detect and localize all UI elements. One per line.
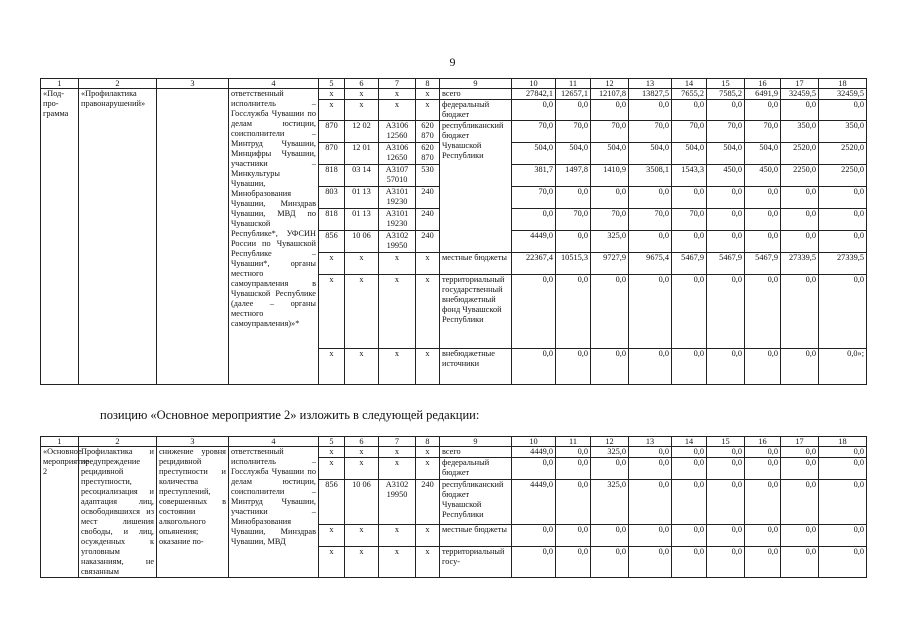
cell-section: х <box>345 100 379 121</box>
cell-amount: 325,0 <box>591 479 629 524</box>
cell-expense-group: х <box>416 458 440 479</box>
cell-amount: 27842,1 <box>512 89 556 100</box>
cell-funding-source: федеральный бюджет <box>440 100 512 121</box>
column-number: 5 <box>319 437 345 447</box>
cell-target-article: А3101 19230 <box>379 187 416 209</box>
cell-grbs: х <box>319 547 345 578</box>
cell-amount: 70,0 <box>591 121 629 143</box>
cell-section: х <box>345 458 379 479</box>
cell-amount: 70,0 <box>629 121 672 143</box>
cell-target-article: х <box>379 253 416 275</box>
cell-amount: 0,0 <box>707 547 745 578</box>
cell-amount: 0,0 <box>745 524 781 547</box>
cell-expense-group: 240 <box>416 187 440 209</box>
cell-target-article: х <box>379 547 416 578</box>
cell-grbs: х <box>319 349 345 385</box>
column-number: 14 <box>672 437 707 447</box>
cell-amount: 0,0 <box>745 100 781 121</box>
cell-amount: 9675,4 <box>629 253 672 275</box>
cell-amount: 0,0 <box>781 209 819 231</box>
column-number: 12 <box>591 79 629 89</box>
cell-target-article: А3107 57010 <box>379 165 416 187</box>
cell-amount: 7585,2 <box>707 89 745 100</box>
cell-amount: 0,0 <box>629 458 672 479</box>
cell-amount: 0,0 <box>672 100 707 121</box>
cell-amount: 0,0 <box>672 479 707 524</box>
cell-amount: 4449,0 <box>512 231 556 253</box>
cell-amount: 504,0 <box>591 143 629 165</box>
cell-funding-source: местные бюджеты <box>440 253 512 275</box>
cell-amount: 0,0 <box>556 231 591 253</box>
column-number: 15 <box>707 79 745 89</box>
column-number: 6 <box>345 79 379 89</box>
cell-amount: 0,0 <box>745 447 781 458</box>
cell-amount: 0,0 <box>556 100 591 121</box>
cell-grbs: х <box>319 253 345 275</box>
cell-funding-source: местные бюджеты <box>440 524 512 547</box>
cell-amount: 0,0»; <box>819 349 867 385</box>
cell-grbs: х <box>319 89 345 100</box>
cell-amount: 0,0 <box>591 349 629 385</box>
cell-amount: 0,0 <box>556 458 591 479</box>
cell-section: 12 02 <box>345 121 379 143</box>
column-number: 16 <box>745 79 781 89</box>
cell-amount: 0,0 <box>707 524 745 547</box>
cell-target-article: х <box>379 89 416 100</box>
cell-section: х <box>345 524 379 547</box>
cell-funding-source: территориальный государственный внебюджетный фонд Чувашской Республики <box>440 275 512 349</box>
cell-category: «Под-про-грамма <box>41 89 79 385</box>
cell-amount: 0,0 <box>556 447 591 458</box>
cell-amount: 0,0 <box>591 547 629 578</box>
budget-table-main-activity <box>40 436 867 578</box>
column-number: 6 <box>345 437 379 447</box>
cell-amount: 0,0 <box>707 187 745 209</box>
cell-section: 12 01 <box>345 143 379 165</box>
cell-amount: 5467,9 <box>707 253 745 275</box>
cell-amount: 6491,9 <box>745 89 781 100</box>
cell-target-article: х <box>379 447 416 458</box>
cell-amount: 7655,2 <box>672 89 707 100</box>
cell-amount: 450,0 <box>745 165 781 187</box>
cell-amount: 0,0 <box>819 458 867 479</box>
cell-amount: 0,0 <box>745 349 781 385</box>
cell-expense-group: х <box>416 89 440 100</box>
cell-amount: 70,0 <box>591 209 629 231</box>
cell-amount: 0,0 <box>707 100 745 121</box>
cell-amount: 12657,1 <box>556 89 591 100</box>
cell-amount: 0,0 <box>672 524 707 547</box>
cell-amount: 2520,0 <box>819 143 867 165</box>
cell-amount: 0,0 <box>512 547 556 578</box>
cell-amount: 0,0 <box>629 187 672 209</box>
cell-target-article: х <box>379 524 416 547</box>
cell-amount: 70,0 <box>672 121 707 143</box>
column-number: 9 <box>440 437 512 447</box>
cell-amount: 0,0 <box>629 547 672 578</box>
cell-amount: 325,0 <box>591 231 629 253</box>
column-number: 8 <box>416 437 440 447</box>
cell-amount: 0,0 <box>819 209 867 231</box>
column-number: 15 <box>707 437 745 447</box>
cell-section: х <box>345 275 379 349</box>
column-number: 13 <box>629 79 672 89</box>
cell-amount: 0,0 <box>745 275 781 349</box>
cell-expense-group: х <box>416 275 440 349</box>
cell-target-article: х <box>379 275 416 349</box>
cell-grbs: х <box>319 100 345 121</box>
cell-target-article: х <box>379 349 416 385</box>
cell-amount: 0,0 <box>781 524 819 547</box>
cell-target-article: А3101 19230 <box>379 209 416 231</box>
cell-grbs: 818 <box>319 209 345 231</box>
cell-amount: 0,0 <box>819 231 867 253</box>
column-number: 11 <box>556 79 591 89</box>
page-number: 9 <box>449 55 456 69</box>
cell-amount: 0,0 <box>781 349 819 385</box>
cell-amount: 0,0 <box>591 100 629 121</box>
cell-expense-group: х <box>416 447 440 458</box>
cell-grbs: х <box>319 524 345 547</box>
cell-amount: 0,0 <box>556 349 591 385</box>
cell-expense-group: 240 <box>416 479 440 524</box>
cell-amount: 0,0 <box>819 275 867 349</box>
cell-amount: 504,0 <box>672 143 707 165</box>
cell-funding-source: республиканский бюджет Чувашской Республики <box>440 121 512 253</box>
cell-funding-source: территориальный госу- <box>440 547 512 578</box>
cell-amount: 350,0 <box>819 121 867 143</box>
cell-amount: 12107,8 <box>591 89 629 100</box>
cell-amount: 0,0 <box>781 100 819 121</box>
cell-amount: 0,0 <box>707 231 745 253</box>
cell-expense-group: 240 <box>416 231 440 253</box>
cell-category: «Основное мероприятие 2 <box>41 447 79 578</box>
cell-amount: 27339,5 <box>781 253 819 275</box>
column-number: 10 <box>512 79 556 89</box>
cell-goal: снижение уровня рецидивной преступности и количества преступлений, совершенных в состоянии алкогольного опьянения; оказание по- <box>157 447 229 578</box>
cell-expense-group: х <box>416 253 440 275</box>
cell-expense-group: х <box>416 100 440 121</box>
cell-expense-group: х <box>416 349 440 385</box>
cell-section: 03 14 <box>345 165 379 187</box>
column-number: 18 <box>819 437 867 447</box>
cell-amount: 32459,5 <box>819 89 867 100</box>
cell-target-article: х <box>379 100 416 121</box>
column-number: 8 <box>416 79 440 89</box>
column-number-row <box>41 79 867 89</box>
cell-amount: 0,0 <box>556 187 591 209</box>
cell-expense-group: х <box>416 547 440 578</box>
cell-name: «Профилактика правонарушений» <box>79 89 157 385</box>
cell-name: Профилактика и предупреждение рецидивной преступности, ресоциализация и адаптация лиц, освободившихся из мест лишения свободы, и лиц, осужденных к уголовным наказаниям, не связанным <box>79 447 157 578</box>
cell-amount: 0,0 <box>781 479 819 524</box>
cell-amount: 0,0 <box>672 458 707 479</box>
cell-grbs: х <box>319 275 345 349</box>
cell-target-article: А3102 19950 <box>379 479 416 524</box>
cell-amount: 0,0 <box>707 275 745 349</box>
section-heading: позицию «Основное мероприятие 2» изложить в следующей редакции: <box>100 408 480 422</box>
cell-amount: 0,0 <box>745 547 781 578</box>
cell-grbs: 803 <box>319 187 345 209</box>
column-number: 3 <box>157 437 229 447</box>
cell-section: х <box>345 349 379 385</box>
column-number: 7 <box>379 437 416 447</box>
column-number: 1 <box>41 79 79 89</box>
cell-expense-group: 240 <box>416 209 440 231</box>
table-row <box>41 447 867 458</box>
cell-amount: 3508,1 <box>629 165 672 187</box>
cell-amount: 0,0 <box>707 209 745 231</box>
column-number: 18 <box>819 79 867 89</box>
cell-amount: 0,0 <box>781 275 819 349</box>
cell-grbs: 856 <box>319 479 345 524</box>
cell-amount: 0,0 <box>591 187 629 209</box>
cell-amount: 325,0 <box>591 447 629 458</box>
cell-amount: 10515,3 <box>556 253 591 275</box>
cell-amount: 0,0 <box>591 275 629 349</box>
cell-amount: 0,0 <box>591 524 629 547</box>
column-number: 10 <box>512 437 556 447</box>
cell-executors: ответственный исполнитель – Госслужба Чувашии по делам юстиции, соисполнители – Минтруд Чувашии, участники – Минобразования Чувашии, Минздрав Чувашии, МВД <box>229 447 319 578</box>
cell-amount: 4449,0 <box>512 447 556 458</box>
cell-amount: 0,0 <box>556 524 591 547</box>
cell-expense-group: 530 <box>416 165 440 187</box>
column-number: 7 <box>379 79 416 89</box>
budget-table-subprogram <box>40 78 867 385</box>
cell-section: 01 13 <box>345 187 379 209</box>
column-number: 4 <box>229 437 319 447</box>
cell-amount: 27339,5 <box>819 253 867 275</box>
cell-amount: 5467,9 <box>745 253 781 275</box>
cell-expense-group: 620 870 <box>416 143 440 165</box>
cell-amount: 0,0 <box>819 524 867 547</box>
cell-amount: 0,0 <box>781 458 819 479</box>
cell-amount: 0,0 <box>556 479 591 524</box>
cell-amount: 0,0 <box>745 187 781 209</box>
column-number: 4 <box>229 79 319 89</box>
cell-amount: 0,0 <box>672 275 707 349</box>
cell-amount: 1497,8 <box>556 165 591 187</box>
cell-amount: 0,0 <box>707 447 745 458</box>
cell-section: х <box>345 547 379 578</box>
cell-amount: 0,0 <box>781 187 819 209</box>
cell-amount: 13827,5 <box>629 89 672 100</box>
cell-amount: 504,0 <box>707 143 745 165</box>
cell-amount: 0,0 <box>819 100 867 121</box>
cell-funding-source: федеральный бюджет <box>440 458 512 479</box>
cell-goal <box>157 89 229 385</box>
cell-amount: 504,0 <box>629 143 672 165</box>
column-number: 16 <box>745 437 781 447</box>
cell-amount: 0,0 <box>629 447 672 458</box>
cell-amount: 5467,9 <box>672 253 707 275</box>
cell-amount: 0,0 <box>629 275 672 349</box>
cell-amount: 2250,0 <box>781 165 819 187</box>
cell-amount: 0,0 <box>745 479 781 524</box>
table-row <box>41 89 867 100</box>
cell-amount: 0,0 <box>672 231 707 253</box>
column-number: 3 <box>157 79 229 89</box>
cell-funding-source: внебюджетные источники <box>440 349 512 385</box>
cell-amount: 0,0 <box>512 209 556 231</box>
cell-amount: 0,0 <box>819 447 867 458</box>
cell-amount: 450,0 <box>707 165 745 187</box>
cell-amount: 70,0 <box>512 121 556 143</box>
cell-amount: 70,0 <box>556 121 591 143</box>
cell-section: х <box>345 447 379 458</box>
cell-funding-source: всего <box>440 89 512 100</box>
cell-section: 10 06 <box>345 479 379 524</box>
cell-section: х <box>345 89 379 100</box>
cell-amount: 1543,3 <box>672 165 707 187</box>
cell-amount: 0,0 <box>556 547 591 578</box>
cell-amount: 504,0 <box>745 143 781 165</box>
cell-amount: 0,0 <box>672 187 707 209</box>
cell-amount: 1410,9 <box>591 165 629 187</box>
column-number: 5 <box>319 79 345 89</box>
column-number: 9 <box>440 79 512 89</box>
cell-amount: 70,0 <box>745 121 781 143</box>
cell-amount: 0,0 <box>707 479 745 524</box>
cell-amount: 0,0 <box>512 458 556 479</box>
cell-amount: 0,0 <box>591 458 629 479</box>
cell-amount: 0,0 <box>672 547 707 578</box>
cell-amount: 2520,0 <box>781 143 819 165</box>
cell-amount: 22367,4 <box>512 253 556 275</box>
column-number-row <box>41 437 867 447</box>
cell-target-article: А3102 19950 <box>379 231 416 253</box>
cell-grbs: х <box>319 458 345 479</box>
cell-amount: 0,0 <box>512 100 556 121</box>
cell-amount: 70,0 <box>629 209 672 231</box>
column-number: 13 <box>629 437 672 447</box>
column-number: 14 <box>672 79 707 89</box>
cell-grbs: 818 <box>319 165 345 187</box>
cell-funding-source: республиканский бюджет Чувашской Республики <box>440 479 512 524</box>
column-number: 12 <box>591 437 629 447</box>
cell-amount: 70,0 <box>672 209 707 231</box>
cell-amount: 0,0 <box>672 349 707 385</box>
cell-amount: 0,0 <box>629 349 672 385</box>
cell-grbs: х <box>319 447 345 458</box>
cell-amount: 0,0 <box>781 231 819 253</box>
cell-grbs: 870 <box>319 143 345 165</box>
cell-executors: ответственный исполнитель – Госслужба Чувашии по делам юстиции, соисполнители – Минтруд Чувашии, Минцифры Чувашии, участники – Минкультуры Чувашии, Минобразования Чувашии, Минздрав Чувашии, МВД по Чувашской Республике*, УФСИН России по Чувашской Республике – Чувашии*, органы местного самоуправления в Чувашской Республике (далее – органы местного самоуправления)»* <box>229 89 319 385</box>
column-number: 2 <box>79 437 157 447</box>
cell-amount: 0,0 <box>745 209 781 231</box>
cell-amount: 0,0 <box>707 349 745 385</box>
cell-expense-group: 620 870 <box>416 121 440 143</box>
column-number: 1 <box>41 437 79 447</box>
cell-amount: 0,0 <box>819 187 867 209</box>
cell-amount: 0,0 <box>629 524 672 547</box>
cell-amount: 0,0 <box>781 547 819 578</box>
cell-amount: 0,0 <box>556 275 591 349</box>
cell-amount: 0,0 <box>819 479 867 524</box>
cell-expense-group: х <box>416 524 440 547</box>
cell-section: х <box>345 253 379 275</box>
cell-amount: 0,0 <box>745 231 781 253</box>
cell-amount: 0,0 <box>745 458 781 479</box>
cell-amount: 0,0 <box>512 524 556 547</box>
cell-amount: 70,0 <box>556 209 591 231</box>
cell-amount: 0,0 <box>512 275 556 349</box>
cell-target-article: А3106 12560 <box>379 121 416 143</box>
cell-amount: 0,0 <box>629 479 672 524</box>
cell-grbs: 856 <box>319 231 345 253</box>
cell-target-article: А3106 12650 <box>379 143 416 165</box>
cell-amount: 0,0 <box>672 447 707 458</box>
column-number: 17 <box>781 437 819 447</box>
cell-grbs: 870 <box>319 121 345 143</box>
cell-amount: 350,0 <box>781 121 819 143</box>
column-number: 17 <box>781 79 819 89</box>
cell-amount: 504,0 <box>512 143 556 165</box>
cell-amount: 70,0 <box>707 121 745 143</box>
cell-amount: 0,0 <box>819 547 867 578</box>
cell-amount: 4449,0 <box>512 479 556 524</box>
column-number: 11 <box>556 437 591 447</box>
cell-amount: 504,0 <box>556 143 591 165</box>
cell-amount: 0,0 <box>781 447 819 458</box>
cell-section: 10 06 <box>345 231 379 253</box>
cell-amount: 0,0 <box>629 231 672 253</box>
cell-amount: 32459,5 <box>781 89 819 100</box>
cell-amount: 2250,0 <box>819 165 867 187</box>
column-number: 2 <box>79 79 157 89</box>
cell-section: 01 13 <box>345 209 379 231</box>
cell-amount: 381,7 <box>512 165 556 187</box>
cell-target-article: х <box>379 458 416 479</box>
cell-amount: 0,0 <box>629 100 672 121</box>
cell-funding-source: всего <box>440 447 512 458</box>
cell-amount: 0,0 <box>707 458 745 479</box>
cell-amount: 9727,9 <box>591 253 629 275</box>
cell-amount: 0,0 <box>512 349 556 385</box>
cell-amount: 70,0 <box>512 187 556 209</box>
